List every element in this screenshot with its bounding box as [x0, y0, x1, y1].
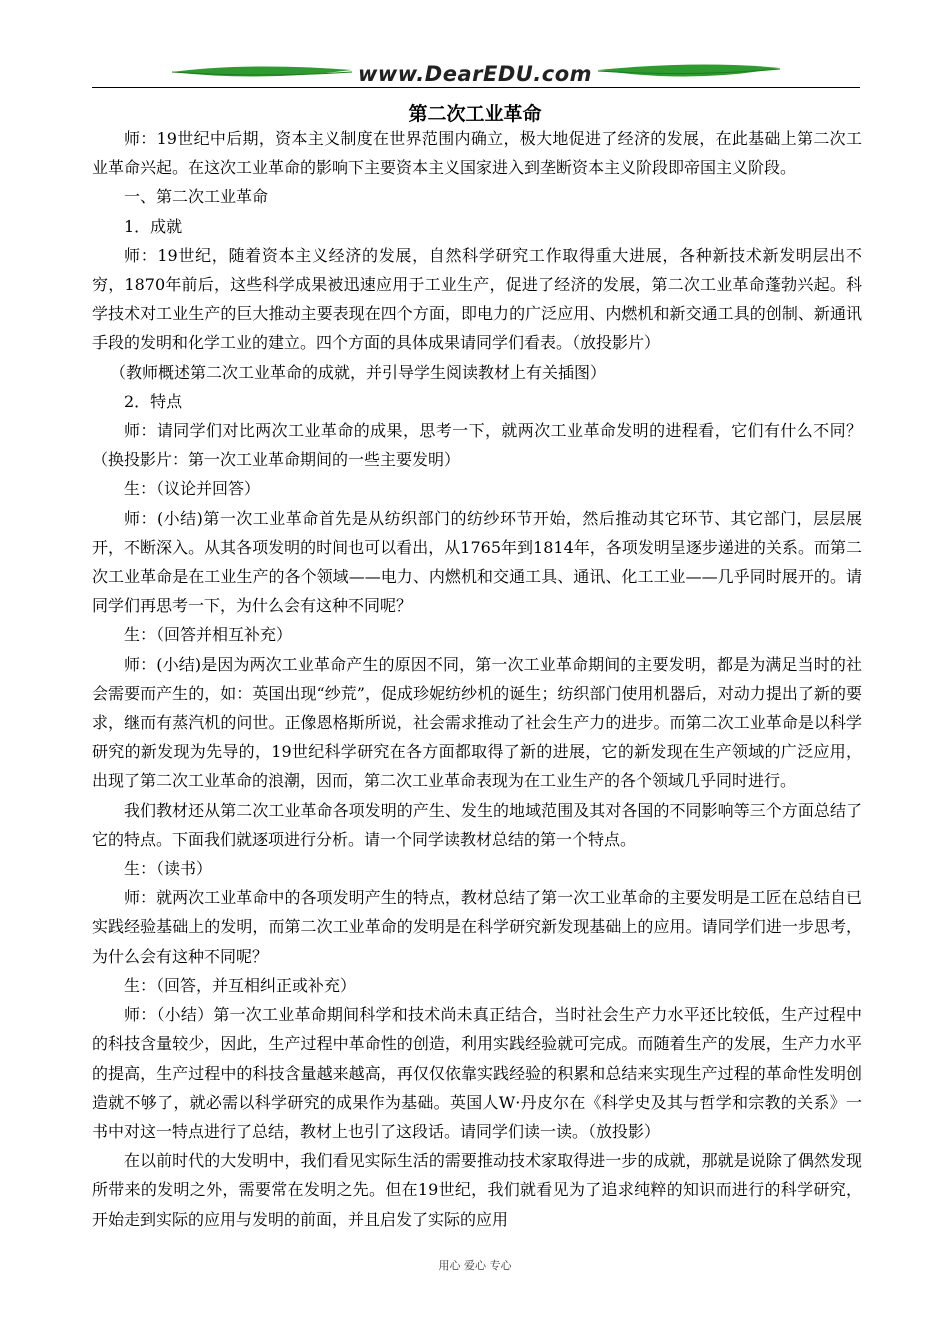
- paragraph: 师：19世纪中后期，资本主义制度在世界范围内确立，极大地促进了经济的发展，在此基础上第二次工业革命兴起。在这次工业革命的影响下主要资本主义国家进入到垄断资本主义阶段即帝国主义阶段。: [92, 129, 862, 178]
- header-divider: [92, 87, 860, 88]
- paragraph: 师：请同学们对比两次工业革命的成果，思考一下，就两次工业革命发明的进程看，它们有什么不同？（换投影片：第一次工业革命期间的一些主要发明）: [92, 421, 862, 470]
- paragraph: （教师概述第二次工业革命的成就，并引导学生阅读教材上有关插图）: [110, 362, 607, 382]
- paragraph: 师：19世纪，随着资本主义经济的发展，自然科学研究工作取得重大进展，各种新技术新发明层出不穷，1870年前后，这些科学成果被迅速应用于工业生产，促进了经济的发展，第二次工业革命蓬勃兴起。科学技术对工业生产的巨大推动主要表现在四个方面，即电力的广泛应用、内燃机和新交通工具的创制、新通讯手段的发明和化学工业的建立。四个方面的具体成果请同学们看表。（放投影片）: [92, 245, 862, 353]
- page-footer: 用心 爱心 专心: [438, 1259, 512, 1272]
- section-heading: 一、第二次工业革命: [124, 187, 269, 207]
- paragraph: 师：就两次工业革命中的各项发明产生的特点，教材总结了第一次工业革命的主要发明是工匠在总结自已实践经验基础上的发明，而第二次工业革命的发明是在科学研究新发现基础上的应用。请同学们进一步思考，为什么会有这种不同呢？: [92, 888, 862, 966]
- subsection-heading: 2．特点: [124, 391, 183, 411]
- paragraph: 我们教材还从第二次工业革命各项发明的产生、发生的地域范围及其对各国的不同影响等三个方面总结了它的特点。下面我们就逐项进行分析。请一个同学读教材总结的第一个特点。: [92, 800, 862, 849]
- subsection-heading: 1．成就: [124, 216, 183, 236]
- document-title: 第二次工业革命: [408, 103, 542, 125]
- paragraph: 师：(小结)第一次工业革命首先是从纺织部门的纺纱环节开始，然后推动其它环节、其它部门，层层展开，不断深入。从其各项发明的时间也可以看出，从1765年到1814年，各项发明呈逐步递进的关系。而第二次工业革命是在工业生产的各个领域——电力、内燃机和交通工具、通讯、化工工业——几乎同时展开的。请同学们再思考一下，为什么会有这种不同呢？: [92, 508, 862, 616]
- document-body: [92, 124, 862, 1234]
- paragraph: 生：（回答，并互相纠正或补充）: [124, 975, 357, 995]
- paragraph: 生：（读书）: [124, 859, 213, 879]
- paragraph: 生：（议论并回答）: [124, 479, 261, 499]
- site-logo: www.DearEDU.com: [357, 62, 593, 86]
- site-header: [0, 58, 950, 98]
- paragraph: 师：（小结）第一次工业革命期间科学和技术尚未真正结合，当时社会生产力水平还比较低，生产过程中的科技含量较少，因此，生产过程中革命性的创造，利用实践经验就可完成。而随着生产的发展，生产力水平的提高，生产过程中的科技含量越来越高，再仅仅依靠实践经验的积累和总结来实现生产过程的革命性发明创造就不够了，就必需以科学研究的成果作为基础。英国人W·丹皮尔在《科学史及其与哲学和宗教的关系》一书中对这一特点进行了总结，教材上也引了这段话。请同学们读一读。（放投影）: [92, 1005, 862, 1141]
- paragraph: 师：(小结)是因为两次工业革命产生的原因不同，第一次工业革命期间的主要发明，都是为满足当时的社会需要而产生的，如：英国出现“纱荒”，促成珍妮纺纱机的诞生；纺织部门使用机器后，对动力提出了新的要求，继而有蒸汽机的问世。正像恩格斯所说，社会需求推动了社会生产力的进步。而第二次工业革命是以科学研究的新发现为先导的，19世纪科学研究在各方面都取得了新的进展，它的新发现在生产领域的广泛应用，出现了第二次工业革命的浪潮，因而，第二次工业革命表现为在工业生产的各个领域几乎同时进行。: [92, 654, 862, 791]
- paragraph: 生：（回答并相互补充）: [124, 625, 293, 645]
- quote-paragraph: 在以前时代的大发明中，我们看见实际生活的需要推动技术家取得进一步的成就，那就是说除了偶然发现所带来的发明之外，需要常在发明之先。但在19世纪，我们就看见为了追求纯粹的知识而进行的科学研究，开始走到实际的应用与发明的前面，并且启发了实际的应用: [92, 1151, 862, 1229]
